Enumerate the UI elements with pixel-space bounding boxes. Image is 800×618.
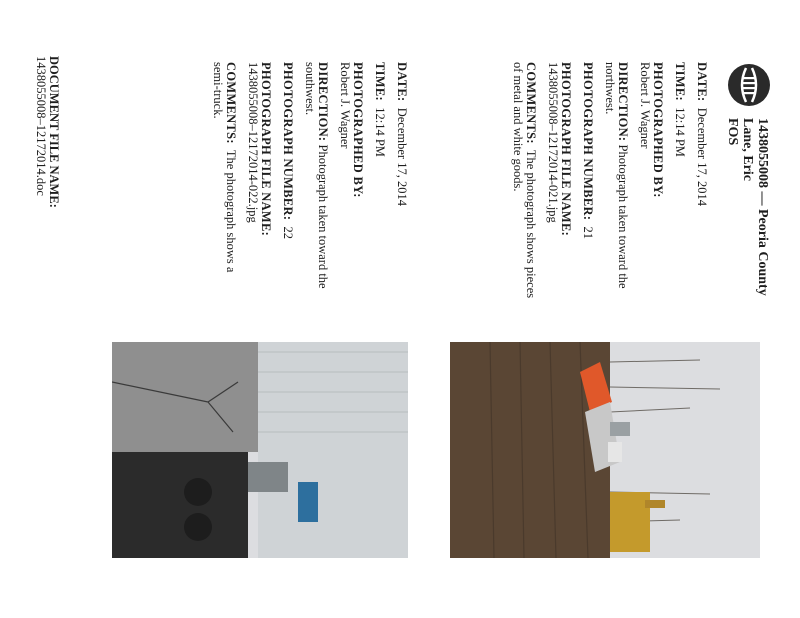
- comments-value: The photograph shows a semi-truck.: [211, 62, 238, 273]
- agency-seal-icon: [726, 62, 772, 108]
- header-program: FOS: [725, 118, 740, 146]
- photo-file-label: PHOTOGRAPH FILE NAME:: [559, 62, 573, 237]
- photo-22-image: [112, 342, 408, 558]
- date-value: December 17, 2014: [395, 107, 409, 206]
- date-value: December 17, 2014: [695, 107, 709, 206]
- photo-22-caption: [202, 62, 408, 302]
- photo-number-label: PHOTOGRAPH NUMBER:: [581, 62, 595, 221]
- time-label: TIME:: [673, 62, 687, 101]
- photo-number-value: 21: [581, 226, 595, 240]
- photo-number-label: PHOTOGRAPH NUMBER:: [281, 62, 295, 221]
- direction-label: DIRECTION:: [316, 62, 330, 142]
- comments-value: The photograph shows pieces of metal and white goods.: [511, 62, 538, 299]
- document-file-label: DOCUMENT FILE NAME:: [47, 56, 61, 208]
- document-file-name: [34, 56, 60, 296]
- header-name: Lane, Eric: [740, 118, 755, 181]
- comments-label: COMMENTS:: [524, 62, 538, 144]
- photographer-label: PHOTOGRAPHED BY:: [651, 62, 665, 198]
- photographer-value: Robert J. Wagner: [638, 62, 652, 149]
- photo-file-value: 1438055008–12172014-022.jpg: [246, 62, 260, 223]
- time-value: 12:14 PM: [373, 107, 387, 157]
- date-label: DATE:: [395, 62, 409, 102]
- direction-value: Photograph taken toward the southwest.: [303, 62, 330, 289]
- photo-file-value: 1438055008–12172014-021.jpg: [546, 62, 560, 223]
- direction-label: DIRECTION:: [616, 62, 630, 142]
- document-header: [725, 118, 770, 348]
- photo-21-caption: [502, 62, 708, 302]
- comments-label: COMMENTS:: [224, 62, 238, 144]
- photographer-value: Robert J. Wagner: [338, 62, 352, 149]
- time-label: TIME:: [373, 62, 387, 101]
- date-label: DATE:: [695, 62, 709, 102]
- photo-21-image: [450, 342, 760, 558]
- photographer-label: PHOTOGRAPHED BY:: [351, 62, 365, 198]
- photo-file-label: PHOTOGRAPH FILE NAME:: [259, 62, 273, 237]
- direction-value: Photograph taken toward the northwest.: [603, 62, 630, 289]
- document-file-value: 1438055008–12172014.doc: [34, 56, 48, 196]
- header-title: 1438055008 — Peoria County: [755, 118, 770, 296]
- time-value: 12:14 PM: [673, 107, 687, 157]
- photo-number-value: 22: [281, 226, 295, 240]
